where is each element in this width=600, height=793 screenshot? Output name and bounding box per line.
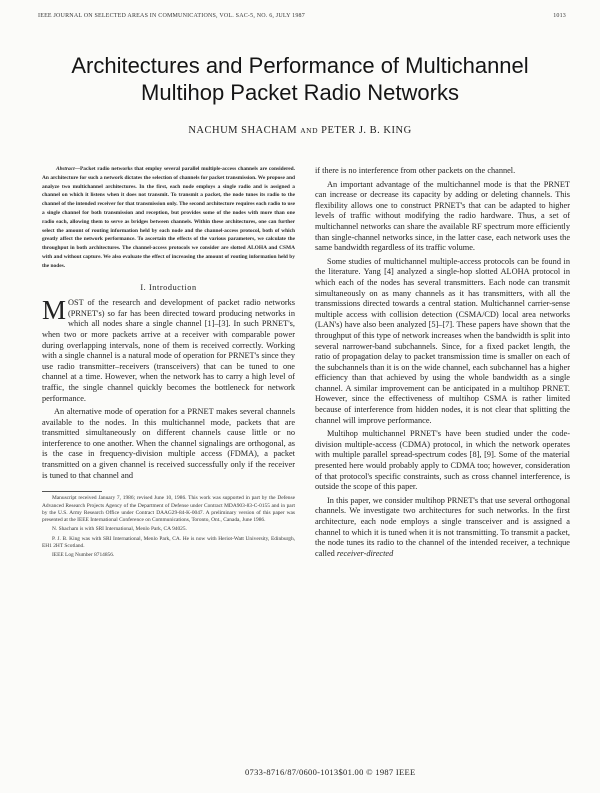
body-paragraph-last <box>315 496 570 560</box>
body-paragraph: if there is no interference from other packets on the channel. <box>315 166 516 175</box>
section-heading: I. Introduction <box>140 282 197 292</box>
footnotes <box>42 491 295 559</box>
running-head <box>38 13 566 23</box>
copyright-line: 0733-8716/87/0600-1013$01.00 © 1987 IEEE <box>245 767 416 777</box>
author-line <box>40 125 560 136</box>
abstract <box>42 165 295 271</box>
right-column <box>315 166 570 562</box>
author-conjunction: AND <box>300 126 318 135</box>
footnote: Manuscript received January 7, 1986; revised June 10, 1986. This work was supported in part by the Defense Advanced Research Projects Agency of the Department of Defense under Contract MDA903-83-C-0155 and in part by the U.S. Army Research Office under Contract DAAG29-84-K-0047. A preliminary version of this paper was presented at the IEEE International Conference on Communications, Toronto, Ont., Canada, June 1986. <box>42 495 295 524</box>
body-paragraph-text: In this paper, we consider multihop PRNET's that use several orthogonal channels. We investigate two architectures for such networks. In the first architecture, each node employs a single transceiver and is assigned a channel to which it is tuned when it is not transmitting. To transmit a packet, the node tunes its radio to the channel of the intended receiver, a technique called <box>315 495 570 558</box>
paper-title: Architectures and Performance of Multichannel Multihop Packet Radio Networks <box>71 53 529 105</box>
footnote: IEEE Log Number 8714856. <box>52 552 115 559</box>
intro-paragraph-text: OST of the research and development of packet radio networks (PRNET's) so far has been directed toward producing networks in which all nodes share a single channel [1]–[3]. In such PRNET's, when two or more packets arrive at a receiver with comparable power during overlapping intervals, none of them is received correctly. Working with a single channel is a natural mode of operation for PRNET's since they use radio transmitter–receivers (transceivers) that can be tuned to one channel at a time. However, when the network has to carry a high level of traffic, the single channel quickly becomes the bottleneck for network performance. <box>42 298 295 403</box>
intro-paragraph-2: An alternative mode of operation for a PRNET makes several channels available to the nodes. In this multichannel mode, packets that are transmitted simultaneously on different channels cause little or no interference to one another. When the channel signalings are orthogonal, as is the case in frequency-division multiple access (FDMA), a packet transmitted on a given channel is received successfully only if the receiver is tuned to that channel and <box>42 407 295 480</box>
intro-paragraph <box>42 295 295 404</box>
author-name: PETER J. B. KING <box>321 125 412 136</box>
body-paragraph: Multihop multichannel PRNET's have been studied under the code-division multiple-access (CDMA) protocol, in which the network operates with multiple parallel spread-spectrum codes [8], [9]. Some of the material presented here would probably apply to CDMA too; however, consideration of that protocol's specific constraints, such as cross channel interference, is outside the scope of this paper. <box>315 429 570 492</box>
journal-line: IEEE JOURNAL ON SELECTED AREAS IN COMMUNICATIONS, VOL. SAC-5, NO. 6, JULY 1987 <box>38 13 305 19</box>
author-name: NACHUM SHACHAM <box>188 125 298 136</box>
body-paragraph: Some studies of multichannel multiple-access protocols can be found in the literature. Yang [4] analyzed a single-hop slotted ALOHA protocol in which each of the nodes has several transmitters. Each node can transmit simultaneously on as many channels as it has transmitters, with all the transmissions directed towards a central station. Multichannel carrier-sense multiple access with collision detection (CSMA/CD) local area networks (LAN's) have also been analyzed [5]–[7]. These papers have shown that the throughput of this type of network increases when the bandwidth is split into several narrower-band subchannels. Since, for a fixed packet length, the ratio of propagation delay to packet transmission time is smaller on each of the subchannels than it is on the wide channel, each subchannel has a higher efficiency than that achieved by using the whole bandwidth as a single channel. A similar improvement can be anticipated in a multihop PRNET. However, since the effectiveness of multihop CSMA is rather limited because of interference from hidden nodes, it is not clear that splitting the channel will improve performance. <box>315 256 570 425</box>
footnote: P. J. B. King was with SRI International, Menlo Park, CA. He is now with Heriot-Watt University, Edinburgh, EH1 2HT Scotland. <box>42 535 295 550</box>
footnote: N. Shacham is with SRI International, Menlo Park, CA 94025. <box>52 526 187 533</box>
abstract-text: Packet radio networks that employ several parallel multiple-access channels are considered. An architecture for such a network dictates the selection of channels for packet transmission. We propose and analyze two multichannel architectures. In the first, each node employs a single radio and is assigned a channel on which it listens when it does not transmit. To transmit a packet, the node tunes its radio to the channel of the intended receiver for that transmission only. The second architecture requires each radio to use a single channel for both transmission and reception, but provides some of the nodes with more than one radio each, allowing them to serve as bridges between channels. Within these architectures, one can further select the amount of routing information held by each node and the channel-access protocol, both of which greatly affect the network performance. To ascertain the effects of the various parameters, we calculate the throughput in both architectures. The channel-access protocols we consider are slotted ALOHA and CSMA with and without capture. We also evaluate the effect of increasing the amount of routing information held by the nodes. <box>42 166 295 269</box>
footnote-rule <box>42 491 102 492</box>
abstract-label: Abstract— <box>56 166 80 172</box>
italic-term: receiver-directed <box>336 548 394 558</box>
body-paragraph: An important advantage of the multichannel mode is that the PRNET can increase or decrease its capacity by adding or deleting channels. This flexibility allows one to construct PRNET's that can be adapted to higher levels of traffic without modifying the radio hardware. Thus, a set of multichannel networks can share the available RF spectrum more efficiently than single-channel networks since, in the latter case, each network uses the same bandwidth regardless of its traffic volume. <box>315 179 570 253</box>
drop-cap: M <box>42 295 67 326</box>
page-number: 1013 <box>553 13 566 19</box>
left-column <box>42 165 295 562</box>
